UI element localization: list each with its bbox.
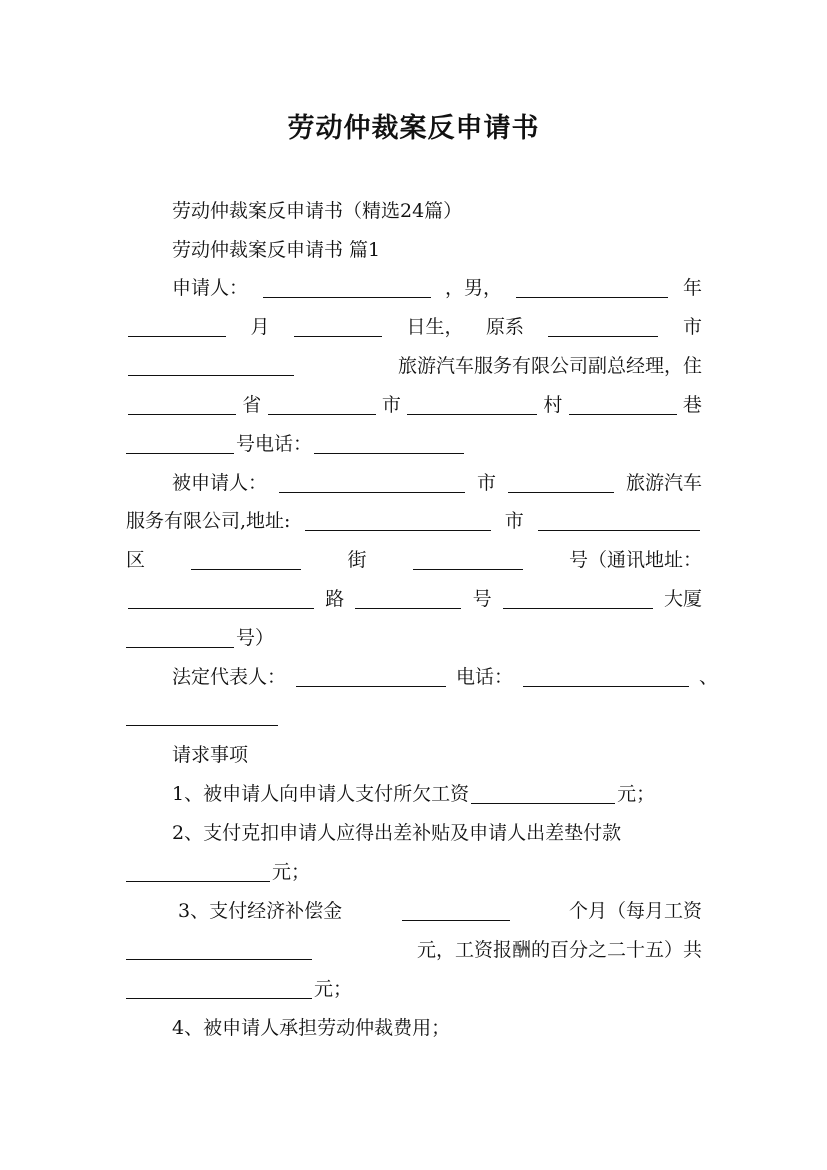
legal-rep-sep: 、	[698, 666, 718, 688]
company-name-blank	[128, 374, 294, 376]
building-blank	[503, 607, 653, 609]
legal-rep-label: 法定代表人：	[172, 666, 287, 688]
village-label: 村	[543, 394, 563, 416]
building-label: 大厦	[663, 588, 702, 610]
number2-label: 号	[472, 588, 492, 610]
respondent-city2-label: 市	[504, 510, 524, 532]
origin-city-blank	[548, 335, 658, 337]
legal-rep-phone-blank	[523, 685, 689, 687]
province-blank	[128, 413, 236, 415]
applicant-line-2	[126, 308, 702, 346]
city2-label: 市	[381, 394, 401, 416]
month-label: 月	[250, 316, 270, 338]
applicant-line-5	[126, 425, 702, 463]
house-number-blank	[126, 452, 234, 454]
province-label: 省	[242, 394, 262, 416]
district-blank	[191, 568, 301, 570]
claims-heading: 请求事项	[172, 744, 249, 766]
applicant-name-blank	[263, 296, 431, 298]
origin-label: 原系	[485, 316, 524, 338]
district-label: 区	[126, 549, 146, 571]
claim-item-3-cont	[126, 931, 702, 969]
respondent-line-1	[172, 464, 702, 502]
road-label: 路	[325, 588, 345, 610]
road-blank	[355, 607, 461, 609]
street-label: 街	[347, 549, 367, 571]
respondent-city-blank	[508, 491, 614, 493]
street-blank	[413, 568, 523, 570]
respondent-line-4	[126, 580, 702, 618]
subtitle-line	[172, 192, 702, 230]
document-title: 劳动仲裁案反申请书	[287, 113, 540, 144]
subtitle: 劳动仲裁案反申请书（精选24篇）	[172, 200, 463, 222]
mail-address-blank	[128, 607, 314, 609]
residence-city-blank	[268, 413, 376, 415]
claim-3-unit: 元；	[314, 978, 353, 1000]
address-city-blank	[538, 529, 700, 531]
lane-blank	[569, 413, 677, 415]
respondent-company-b: 服务有限公司,地址:	[126, 510, 291, 532]
section-line	[172, 231, 702, 269]
section-heading: 劳动仲裁案反申请书 篇1	[172, 239, 381, 261]
claim-2-text: 2、支付克扣申请人应得出差补贴及申请人出差垫付款	[172, 822, 622, 844]
legal-rep-line	[172, 658, 718, 696]
respondent-company-a: 旅游汽车	[625, 472, 702, 494]
birth-day-blank	[294, 335, 382, 337]
allowance-blank	[126, 880, 270, 882]
claim-item-4	[172, 1009, 702, 1047]
claims-heading-line	[172, 736, 702, 774]
respondent-label: 被申请人：	[172, 472, 268, 494]
compensation-months-blank	[402, 919, 510, 921]
total-compensation-blank	[126, 997, 312, 999]
address-blank	[305, 529, 491, 531]
lane-label: 巷	[682, 394, 702, 416]
claim-3-months: 个月（每月工资	[568, 900, 702, 922]
unpaid-wage-blank	[471, 802, 615, 804]
legal-rep-extra-blank	[126, 724, 278, 726]
claim-item-1	[172, 775, 702, 813]
legal-rep-phone-label: 电话：	[455, 666, 513, 688]
birth-year-blank	[516, 296, 668, 298]
year-label: 年	[682, 277, 702, 299]
phone-label: 号电话：	[236, 433, 313, 455]
applicant-gender: ，男，	[444, 277, 502, 299]
claim-3-percent: 元，工资报酬的百分之二十五）共	[416, 939, 702, 961]
number-label: 号（通讯地址：	[568, 549, 702, 571]
claim-item-3-total	[126, 970, 702, 1008]
day-label: 日生，	[406, 316, 464, 338]
applicant-line-4	[126, 386, 702, 424]
claim-1-text: 1、被申请人向申请人支付所欠工资	[172, 783, 470, 805]
building-number-blank	[126, 646, 234, 648]
applicant-line-3	[126, 347, 702, 385]
monthly-wage-blank	[126, 958, 312, 960]
village-blank	[407, 413, 537, 415]
applicant-label: 申请人：	[172, 277, 249, 299]
respondent-name-blank	[279, 491, 465, 493]
claim-item-2-cont	[126, 853, 702, 891]
respondent-line-5	[126, 619, 702, 657]
birth-month-blank	[128, 335, 226, 337]
respondent-line-2	[126, 502, 702, 540]
claim-4-text: 4、被申请人承担劳动仲裁费用；	[172, 1017, 451, 1039]
claim-item-3	[178, 892, 702, 930]
company-label: 旅游汽车服务有限公司副总经理，住	[397, 355, 702, 377]
applicant-line-1	[172, 269, 702, 307]
claim-1-unit: 元；	[617, 783, 656, 805]
claim-item-2	[172, 814, 702, 852]
claim-2-unit: 元；	[272, 861, 311, 883]
applicant-phone-blank	[314, 452, 464, 454]
legal-rep-name-blank	[296, 685, 446, 687]
respondent-line-3	[126, 541, 702, 579]
legal-rep-line-2	[126, 697, 702, 735]
number3-label: 号）	[236, 627, 275, 649]
respondent-city-label: 市	[476, 472, 496, 494]
city-label: 市	[682, 316, 702, 338]
claim-3-text: 3、支付经济补偿金	[178, 900, 343, 922]
